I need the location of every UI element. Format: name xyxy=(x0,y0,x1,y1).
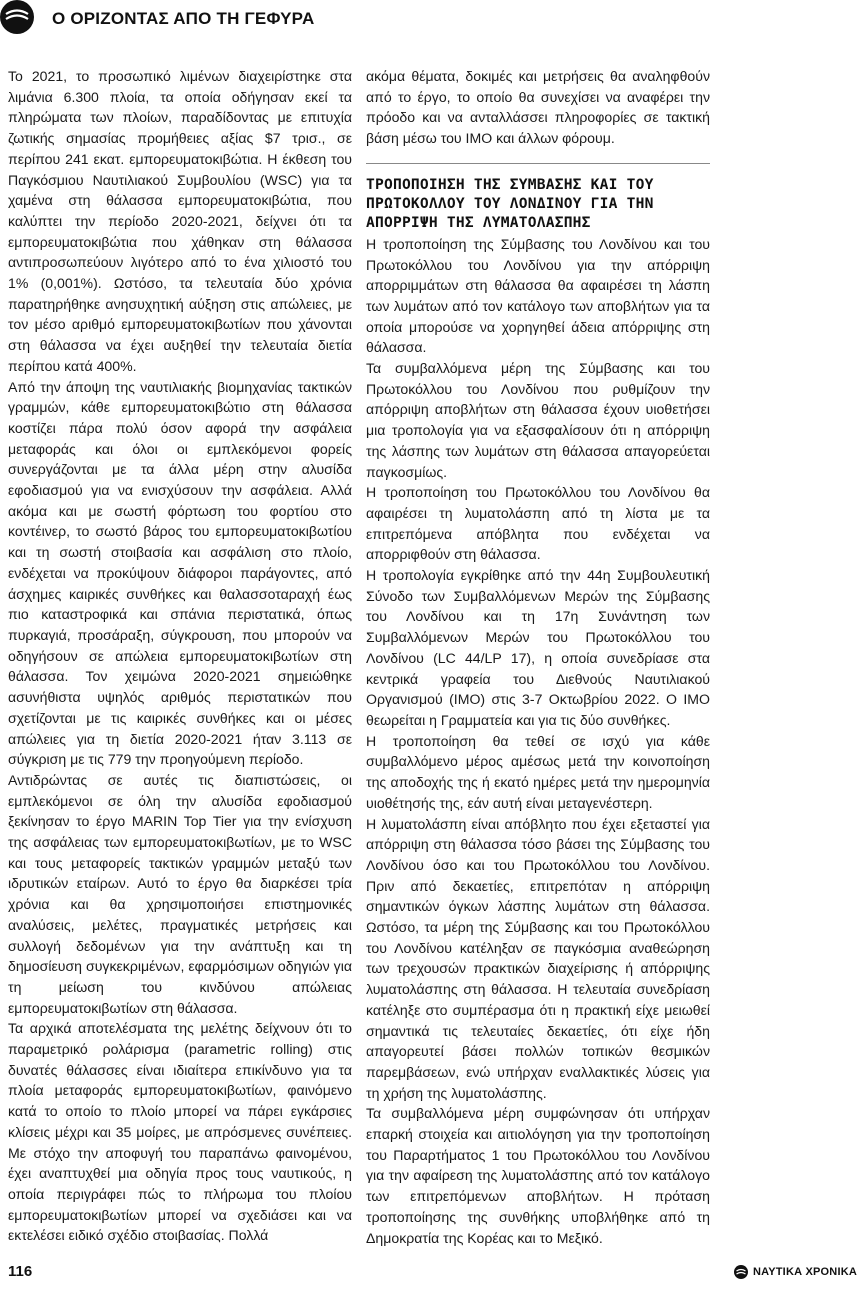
right-paragraph-5: Η τροποποίηση θα τεθεί σε ισχύ για κάθε συμβαλλόμενο μέρος αμέσως μετά την κοινοποίηση της αποδοχής της ή εκατό ημέρες μετά την ημερομηνία υιοθέτησής της, εάν αυτή είναι μεταγενέστερη. xyxy=(366,732,710,811)
section-divider xyxy=(366,163,710,164)
magazine-logo-icon xyxy=(0,0,34,34)
left-paragraph-4: Τα αρχικά αποτελέσματα της μελέτης δείχνουν ότι το παραμετρικό ρολάρισμα (parametric rolling) στις δυνατές θάλασσες είναι ιδιαίτερα επικίνδυνο για τα πλοία μεταφοράς εμπορευματοκιβωτίων, φαινόμενο κατά το οποίο το πλοίο μπορεί να πάρει εγκάρσιες κλίσεις μέχρι και 35 μοίρες, με απρόσμενες συνέπειες. Με στόχο την αποφυγή του παραπάνω φαινομένου, έχει αναπτυχθεί μια οδηγία προς τους ναυτικούς, η οποία περιγράφει πώς το πλήρωμα του πλοίου εμπορευματοκιβωτίων μπορεί να σχεδιάσει και να εκτελέσει ειδικό σχέδιο στοιβασίας. Πολλά xyxy=(8,1020,352,1244)
right-paragraph-7: Τα συμβαλλόμενα μέρη συμφώνησαν ότι υπήρχαν επαρκή στοιχεία και αιτιολόγηση για την τροποποίηση του Παραρτήματος 1 του Πρωτοκόλλου του Λονδίνου για την αφαίρεση της λυματολάσπης από τον κατάλογο των επιτρεπόμενων αποβλήτων. Η πρόταση τροποποίησης της συνθήκης υποβλήθηκε από τη Δημοκρατία της Κορέας και το Μεξικό. xyxy=(366,1105,710,1246)
left-paragraph-2: Από την άποψη της ναυτιλιακής βιομηχανίας τακτικών γραμμών, κάθε εμπορευματοκιβώτιο στη θάλασσα κοστίζει πάρα πολύ όσον αφορά την ασφάλεια μεταφοράς και όλοι οι εμπλεκόμενοι φορείς συνεργάζονται με τα άλλα μέρη στην αλυσίδα εφοδιασμού για να ενισχύσουν την ασφάλεια. Αλλά ακόμα και με σωστή φόρτωση του φορτίου στο κοντέινερ, το σωστό βάρος του εμπορευματοκιβωτίου και τη σωστή στοιβασία και ασφάλιση στο πλοίο, ενδέχεται να προκύψουν διάφοροι παράγοντες, από άσχημες καιρικές συνθήκες και θαλασσοταραχή έως πιο καταστροφικά και σπάνια περιστατικά, όπως πυρκαγιά, προσάραξη, σύγκρουση, που μπορούν να οδηγήσουν σε απώλεια εμπορευματοκιβωτίων στη θάλασσα. Τον χειμώνα 2020-2021 σημειώθηκε ασυνήθιστα υψηλός αριθμός περιστατικών που σχετίζονται με τις καιρικές συνθήκες και οι μέσες απώλειες για τη διετία 2020-2021 ήταν 3.113 σε σύγκριση με τις 779 την προηγούμενη περίοδο. xyxy=(8,378,352,768)
right-paragraph-2: Τα συμβαλλόμενα μέρη της Σύμβασης και του Πρωτοκόλλου του Λονδίνου που ρυθμίζουν την απόρριψη αποβλήτων στη θάλασσα έχουν υιοθετήσει μια τροπολογία για να εξασφαλίσουν ότι η απόρριψη της λάσπης των λυμάτων στη θάλασσα απαγορεύεται παγκοσμίως. xyxy=(366,360,710,480)
right-paragraph-4: Η τροπολογία εγκρίθηκε από την 44η Συμβουλευτική Σύνοδο των Συμβαλλόμενων Μερών της Σύμβασης του Λονδίνου και τη 17η Συνάντηση των Συμβαλλόμενων Μερών του Πρωτοκόλλου του Λονδίνου (LC 44/LP 17), η οποία συνεδρίασε στα κεντρικά γραφεία του Διεθνούς Ναυτιλιακού Οργανισμού (IMO) στις 3-7 Οκτωβρίου 2022. Ο IMO θεωρείται η Γραμματεία και για τις δύο συνθήκες. xyxy=(366,567,710,728)
page-header xyxy=(0,0,857,40)
right-paragraph-6: Η λυματολάσπη είναι απόβλητο που έχει εξεταστεί για απόρριψη στη θάλασσα τόσο βάσει της Σύμβασης του Λονδίνου όσο και του Πρωτοκόλλου του Λονδίνου. Πριν από δεκαετίες, επιτρεπόταν η απόρριψη σημαντικών όγκων λάσπης λυμάτων στη θάλασσα. Ωστόσο, τα μέρη της Σύμβασης και του Πρωτοκόλλου του Λονδίνου κατέληξαν σε παγκόσμια αναθεώρηση των τρεχουσών πρακτικών διαχείρισης ή απόρριψης λυματολάσπης στη θάλασσα. Η τελευταία συνεδρίαση κατέληξε στο συμπέρασμα ότι η πρακτική είχε μειωθεί σημαντικά τις τελευταίες δεκαετίες, ότι είχε ήδη απαγορευτεί βάσει πολλών τοπικών θεσμικών παρεμβάσεων, ενώ υπήρχαν εναλλακτικές λύσεις για τη χρήση της λυματολάσπης. xyxy=(366,815,710,1101)
left-paragraph-1: Το 2021, το προσωπικό λιμένων διαχειρίστηκε στα λιμάνια 6.300 πλοία, τα οποία οδήγησαν εκεί τα πληρώματα των πλοίων, παραδίδοντας με επιτυχία ζωτικής σημασίας προμήθειες αξίας $7 τρισ., σε περίπου 241 εκατ. εμπορευματοκιβώτια. Η έκθεση του Παγκόσμιου Ναυτιλιακού Συμβουλίου (WSC) για τα χαμένα στη θάλασσα εμπορευματοκιβώτια, που καλύπτει την περίοδο 2020-2021, δείχνει ότι τα εμπορευματοκιβώτια που χάθηκαν στη θάλασσα αντιπροσωπεύουν λιγότερο από το ένα χιλιοστό του 1% (0,001%). Ωστόσο, τα τελευταία δύο χρόνια παρατηρήθηκε ανησυχητική αύξηση στις απώλειες, με τον μέσο αριθμό εμπορευματοκιβωτίων που χάνονται στη θάλασσα να έχει αυξηθεί την τελευταία διετία περίπου κατά 400%. xyxy=(8,68,352,374)
brand-name: ΝΑΥΤΙΚΑ ΧΡΟΝΙΚΑ xyxy=(752,1266,857,1278)
page-number: 116 xyxy=(8,1263,33,1280)
right-intro-paragraph: ακόμα θέματα, δοκιμές και μετρήσεις θα αναληφθούν από το έργο, το οποίο θα συνεχίσει να αναφέρει την πρόοδο και να ανταλλάσσει πληροφορίες σε τακτική βάση μέσω του IMO και άλλων φόρουμ. xyxy=(366,68,710,147)
article-subheading: ΤΡΟΠΟΠΟΙΗΣΗ ΤΗΣ ΣΥΜΒΑΣΗΣ ΚΑΙ ΤΟΥ ΠΡΩΤΟΚΟΛΛΟΥ ΤΟΥ ΛΟΝΔΙΝΟΥ ΓΙΑ ΤΗΝ ΑΠΟΡΡΙΨΗ ΤΗΣ ΛΥΜΑΤΟΛΑΣΠΗΣ xyxy=(366,175,654,231)
left-paragraph-3: Αντιδρώντας σε αυτές τις διαπιστώσεις, οι εμπλεκόμενοι σε όλη την αλυσίδα εφοδιασμού ξεκίνησαν το έργο MARIN Top Tier για την ενίσχυση της ασφάλειας των εμπορευματοκιβωτίων, με το WSC και τους μεταφορείς τακτικών γραμμών μεταξύ των ιδρυτικών εταίρων. Αυτό το έργο θα διαρκέσει τρία χρόνια και θα χρησιμοποιήσει επιστημονικές αναλύσεις, μελέτες, πραγματικές μετρήσεις και συλλογή δεδομένων για την ανάπτυξη και τη δημοσίευση συγκεκριμένων, εφαρμόσιμων οδηγιών για τη μείωση του κινδύνου απώλειας εμπορευματοκιβωτίων στη θάλασσα. xyxy=(8,771,352,1016)
brand-logo-icon xyxy=(734,1265,748,1279)
right-paragraph-1: Η τροποποίηση της Σύμβασης του Λονδίνου και του Πρωτοκόλλου του Λονδίνου για την απόρριψη απορριμμάτων στη θάλασσα θα αφαιρέσει τη λάσπη των λυμάτων από τον κατάλογο των αποβλήτων για τα οποία μπορούσε να χορηγηθεί άδεια απόρριψης στη θάλασσα. xyxy=(366,235,710,356)
brand-footer xyxy=(734,1265,857,1279)
right-paragraph-3: Η τροποποίηση του Πρωτοκόλλου του Λονδίνου θα αφαιρέσει τη λυματολάσπη από τη λίστα με τα επιτρεπόμενα απόβλητα που ενδέχεται να απορριφθούν στη θάλασσα. xyxy=(366,484,710,563)
right-column xyxy=(366,66,710,1248)
left-column xyxy=(8,66,352,1246)
section-title: Ο ΟΡΙΖΟΝΤΑΣ ΑΠΟ ΤΗ ΓΕΦΥΡΑ xyxy=(52,9,315,28)
